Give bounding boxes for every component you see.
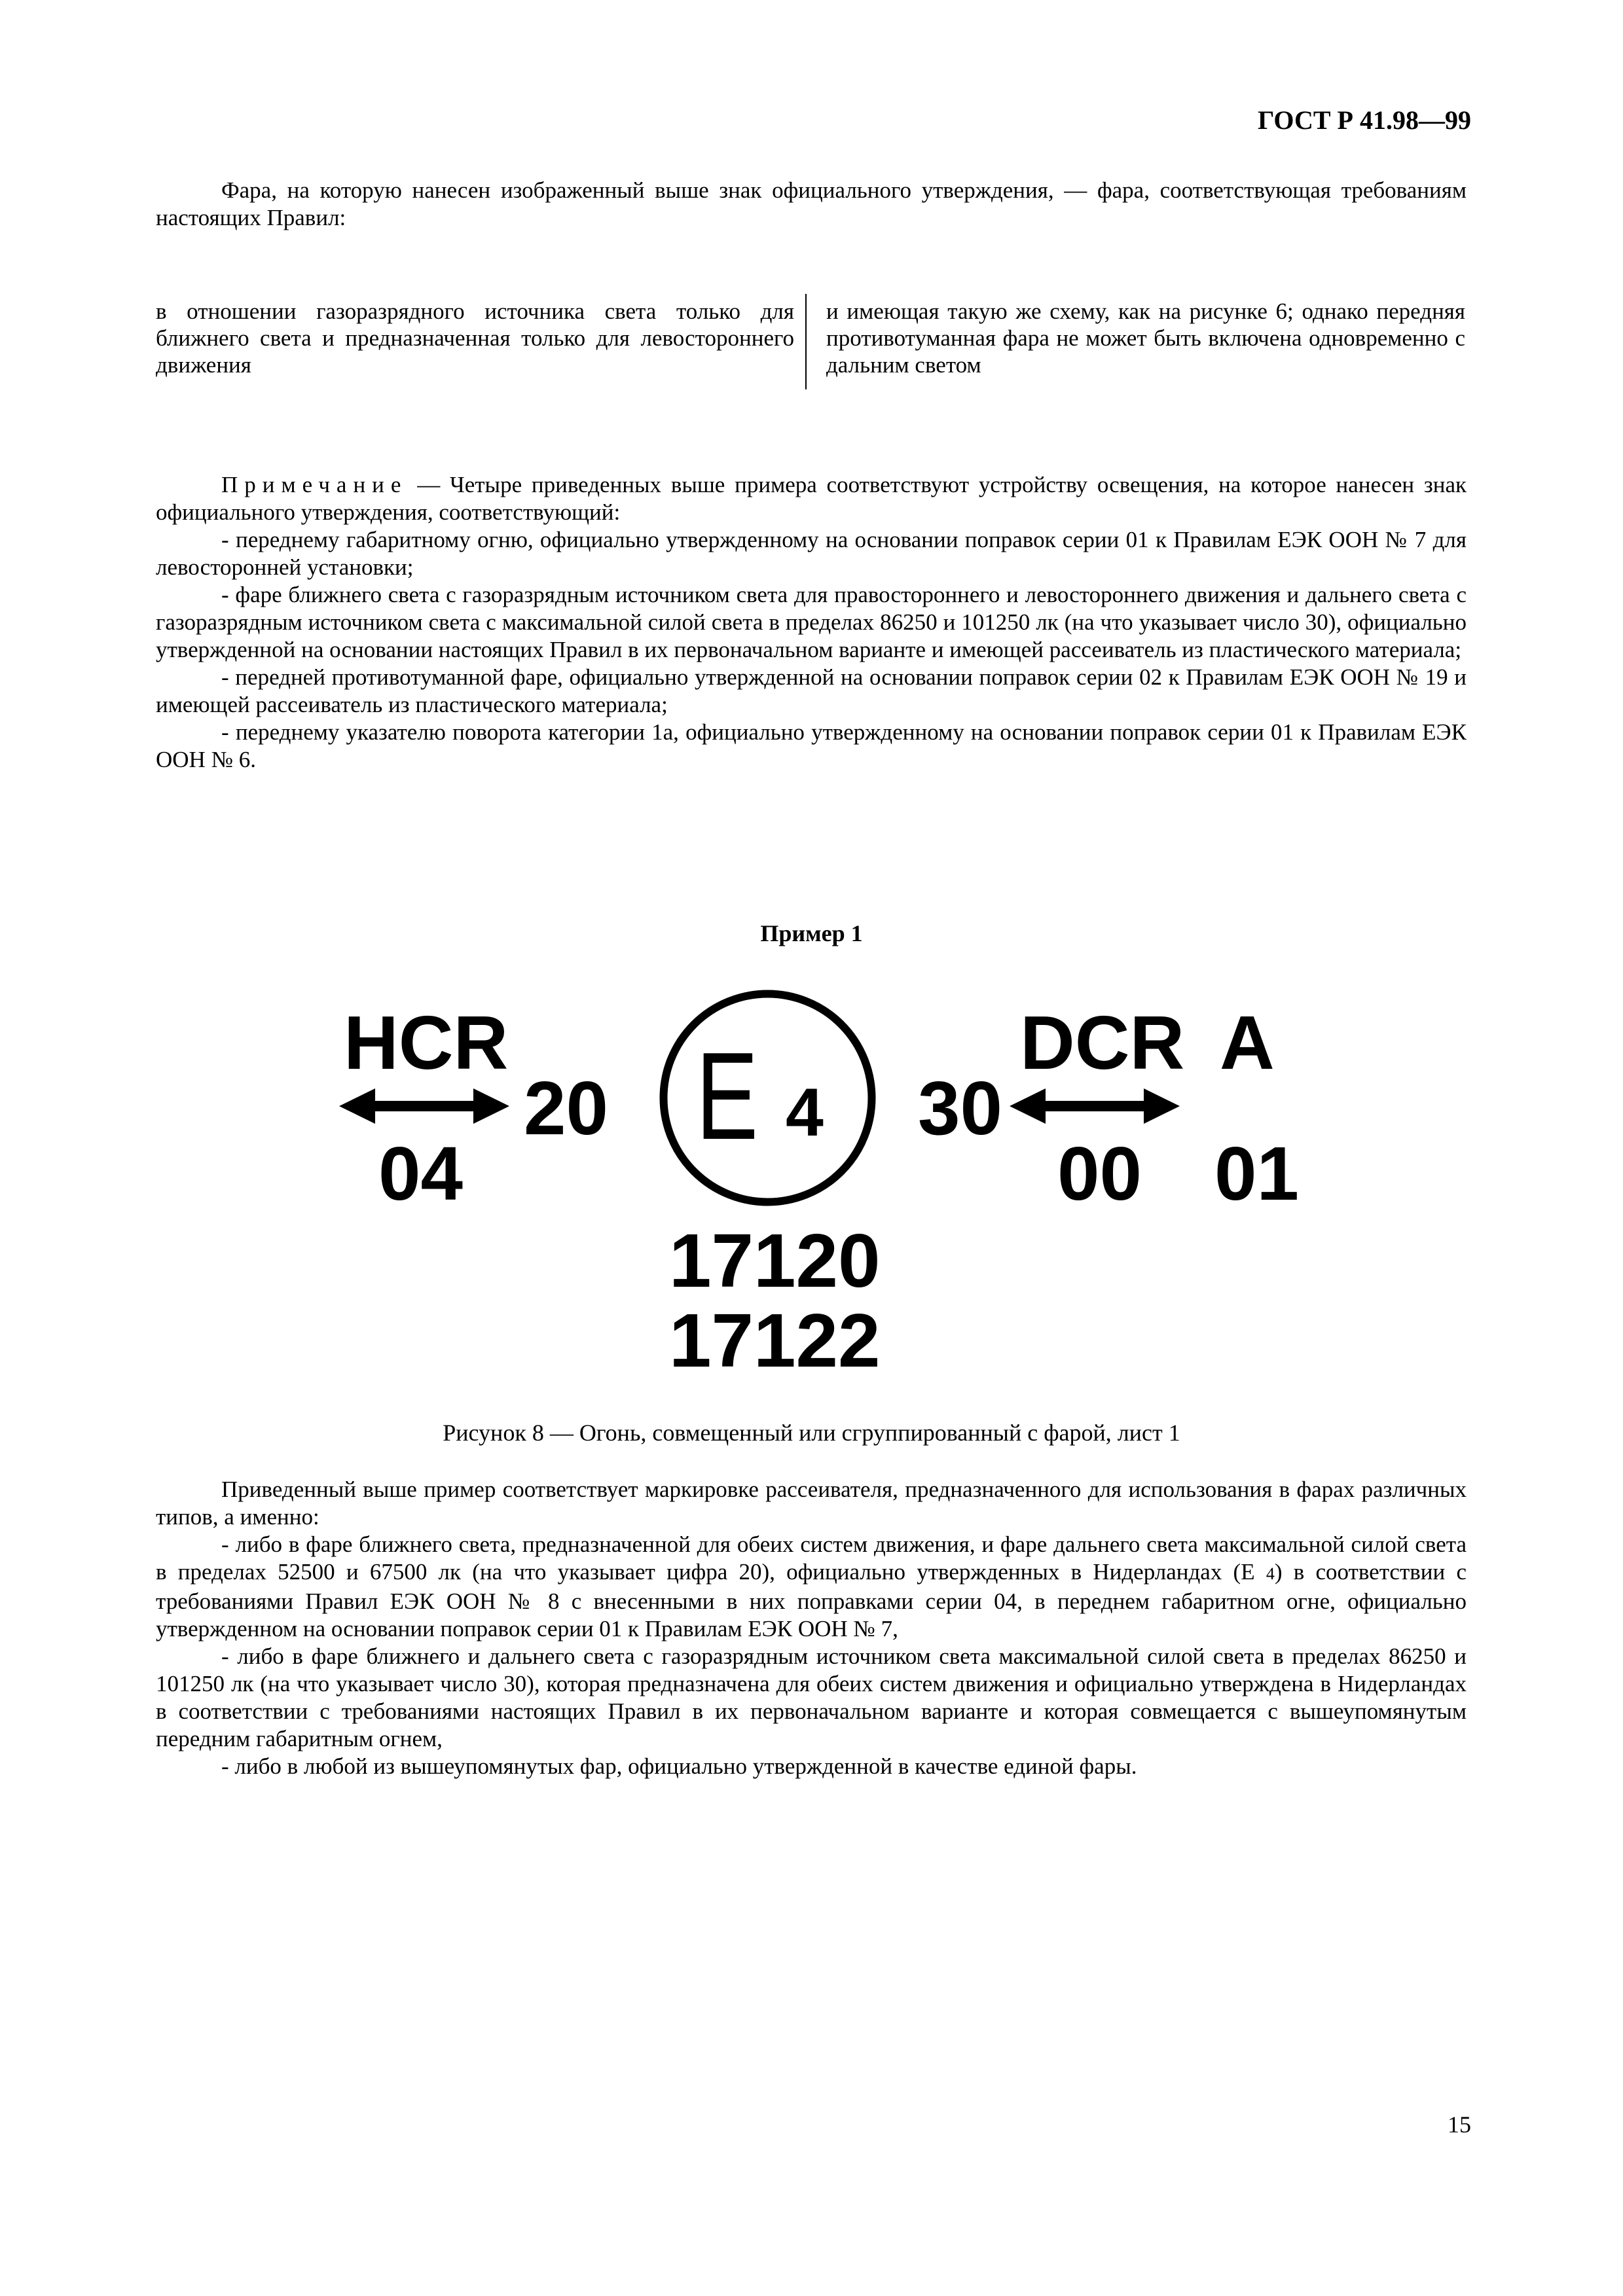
- classification-table: [156, 298, 1467, 389]
- document-code: ГОСТ Р 41.98—99: [1257, 105, 1471, 135]
- left-series-04: 04: [378, 1131, 464, 1216]
- figure-caption: Рисунок 8 — Огонь, совмещенный или сгруппированный с фарой, лист 1: [443, 1420, 1180, 1446]
- example-title: Пример 1: [760, 920, 863, 946]
- note-block: [156, 471, 1467, 774]
- table-divider: [805, 294, 807, 389]
- e-mark-circle-icon: [658, 988, 877, 1208]
- note-lead-text: — Четыре приведенных выше примера соответствуют устройству освещения, на которое нанесен знак официального утверждения, соответствующий:: [156, 472, 1467, 525]
- right-value-30: 30: [918, 1066, 1003, 1151]
- body-item1-text-end: ) в соответствии с требованиями Правил ЕЭК ООН № 8 с внесенными в них поправками серии 04, в переднем габаритном огне, официально утвержденном на основании поправок серии 01 к Правилам ЕЭК ООН № 7,: [156, 1559, 1467, 1641]
- note-lead: [156, 471, 1467, 526]
- body-lead: Приведенный выше пример соответствует маркировке рассеивателя, предназначенного для использования в фарах различных типов, а именно:: [156, 1477, 1467, 1530]
- body-item: [156, 1531, 1467, 1643]
- table-left-cell: в отношении газоразрядного источника света только для ближнего света и предназначенная только для левостороннего движения: [156, 298, 794, 378]
- right-series-00: 00: [1057, 1131, 1142, 1216]
- e-mark-number: 4: [786, 1075, 824, 1151]
- note-item: - фаре ближнего света с газоразрядным источником света для правостороннего и левостороннего движения и дальнего света с газоразрядным источником света с максимальной силой света в пределах 86250 и 101250 лк (на что указывает число 30), официально утвержденной на основании настоящих Правил в их первоначальном варианте и имеющей рассеиватель из пластического материала;: [156, 582, 1467, 662]
- right-code-dcr: DCR: [1020, 1000, 1185, 1085]
- e-mark-letter: E: [696, 1027, 759, 1166]
- body-item1-text: - либо в фаре ближнего света, предназначенной для обеих систем движения, и фаре дальнего света максимальной силой света в пределах 52500 и 67500 лк (на что указывает цифра 20), официально утвержденных в Нидерландах (Е: [156, 1532, 1467, 1585]
- page-number: 15: [1448, 2111, 1471, 2138]
- note-item: - переднему габаритному огню, официально утвержденному на основании поправок серии 01 к Правилам ЕЭК ООН № 7 для левосторонней установки;: [156, 527, 1467, 580]
- right-letter-a: A: [1220, 1000, 1275, 1085]
- note-item: - переднему указателю поворота категории 1a, официально утвержденному на основании поправок серии 01 к Правилам ЕЭК ООН № 6.: [156, 719, 1467, 772]
- left-code-hcr: HCR: [344, 1000, 509, 1085]
- body-item: - либо в фаре ближнего и дальнего света с газоразрядным источником света максимальной силой света в пределах 86250 и 101250 лк (на что указывает число 30), которая предназначена для обеих систем движения и официально утверждена в Нидерландах в соответствии с требованиями настоящих Правил в их первоначальном варианте и которая совмещается с вышеупомянутым передним габаритным огнем,: [156, 1643, 1467, 1751]
- table-right-cell: и имеющая такую же схему, как на рисунке 6; однако передняя противотуманная фара не может быть включена одновременно с дальним светом: [826, 298, 1465, 378]
- note-item: - передней противотуманной фаре, официально утвержденной на основании поправок серии 02 к Правилам ЕЭК ООН № 19 и имеющей рассеиватель из пластического материала;: [156, 664, 1467, 717]
- approval-number-1: 17120: [669, 1218, 881, 1303]
- right-double-arrow-icon: [1010, 1083, 1180, 1129]
- left-double-arrow-icon: [339, 1083, 509, 1129]
- intro-paragraph: Фара, на которую нанесен изображенный выше знак официального утверждения, — фара, соответствующая требованиям настоящих Правил:: [156, 177, 1467, 230]
- body-block: [156, 1476, 1467, 1780]
- left-value-20: 20: [524, 1066, 609, 1151]
- body-item: - либо в любой из вышеупомянутых фар, официально утвержденной в качестве единой фары.: [221, 1753, 1137, 1779]
- body-item1-sub: 4: [1266, 1564, 1275, 1583]
- approval-number-2: 17122: [669, 1298, 881, 1383]
- right-series-01: 01: [1214, 1131, 1300, 1216]
- note-label: Примечание: [221, 472, 408, 497]
